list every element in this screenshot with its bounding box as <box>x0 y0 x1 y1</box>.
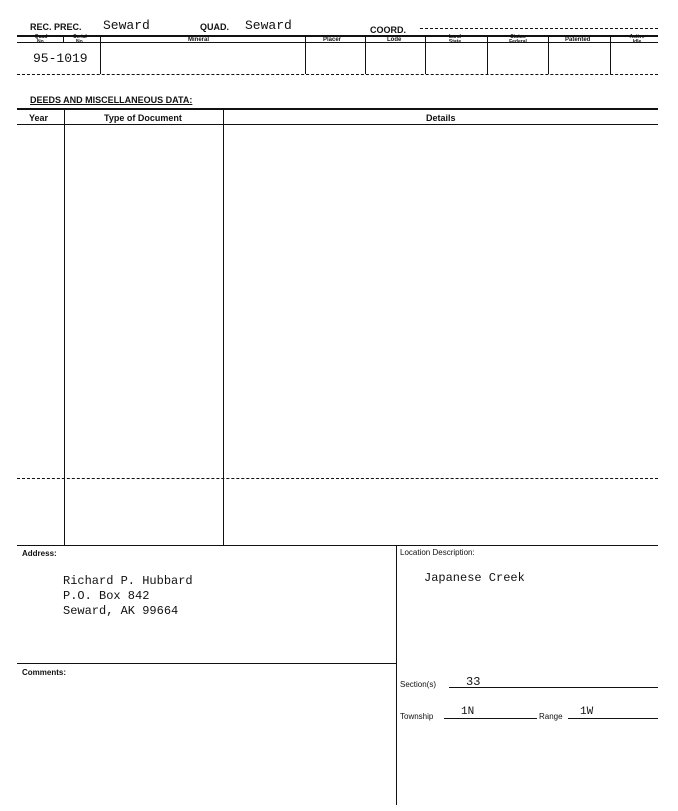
col-quad-no: Quad No. <box>34 34 48 45</box>
township-value: 1N <box>461 706 475 718</box>
divider-lode-land <box>425 35 426 74</box>
col-active-idle: Active Idle <box>629 34 645 45</box>
section-label: Section(s) <box>400 680 437 689</box>
col-patented: Patented <box>565 37 591 43</box>
divider-status-patented <box>548 35 549 74</box>
divider-serial-mineral <box>100 35 101 74</box>
col-details: Details <box>426 113 456 123</box>
col-type-of-document: Type of Document <box>104 113 182 123</box>
township-fill-line <box>444 718 537 719</box>
col-serial-no: Serial No. <box>73 34 87 45</box>
divider-placer-lode <box>365 35 366 74</box>
deeds-divider-year <box>64 108 65 545</box>
range-label: Range <box>539 712 563 721</box>
deeds-dashed-rule <box>17 478 658 479</box>
col-land-state: Land State <box>448 34 462 45</box>
quad-label: QUAD. <box>200 22 229 32</box>
coord-fill-line <box>420 28 658 29</box>
divider-land-status <box>487 35 488 74</box>
address-label: Address: <box>22 549 57 558</box>
address-line-1: Richard P. Hubbard <box>63 574 193 588</box>
township-label: Township <box>400 712 434 721</box>
quad-serial-value: 95-1019 <box>33 51 88 66</box>
col-lode: Lode <box>387 37 402 43</box>
col-placer: Placer <box>323 37 342 43</box>
address-line-3: Seward, AK 99664 <box>63 604 179 618</box>
rec-prec-label: REC. PREC. <box>30 22 82 32</box>
range-fill-line <box>568 718 658 719</box>
deeds-bottom-rule <box>17 545 658 546</box>
location-label: Location Description: <box>400 548 475 557</box>
address-line-2: P.O. Box 842 <box>63 589 150 603</box>
comments-top-rule <box>17 663 396 664</box>
deeds-top-rule <box>17 108 658 110</box>
deeds-header-rule <box>17 124 658 125</box>
section-value: 33 <box>466 675 481 689</box>
range-value: 1W <box>580 706 594 718</box>
deeds-title: DEEDS AND MISCELLANEOUS DATA: <box>30 95 193 105</box>
divider-patented-active <box>610 35 611 74</box>
location-value: Japanese Creek <box>424 571 525 585</box>
col-year: Year <box>29 113 49 123</box>
divider-mineral-placer <box>305 35 306 74</box>
divider-quad-serial <box>63 35 64 42</box>
header-bottom-rule <box>17 74 658 75</box>
comments-label: Comments: <box>22 668 67 677</box>
col-mineral: Mineral <box>188 37 210 43</box>
coord-label: COORD. <box>370 25 406 35</box>
quad-value: Seward <box>245 18 292 33</box>
rec-prec-value: Seward <box>103 18 150 33</box>
address-location-divider <box>396 545 397 805</box>
deeds-divider-type <box>223 108 224 545</box>
col-status-federal: Status Federal <box>509 34 527 45</box>
